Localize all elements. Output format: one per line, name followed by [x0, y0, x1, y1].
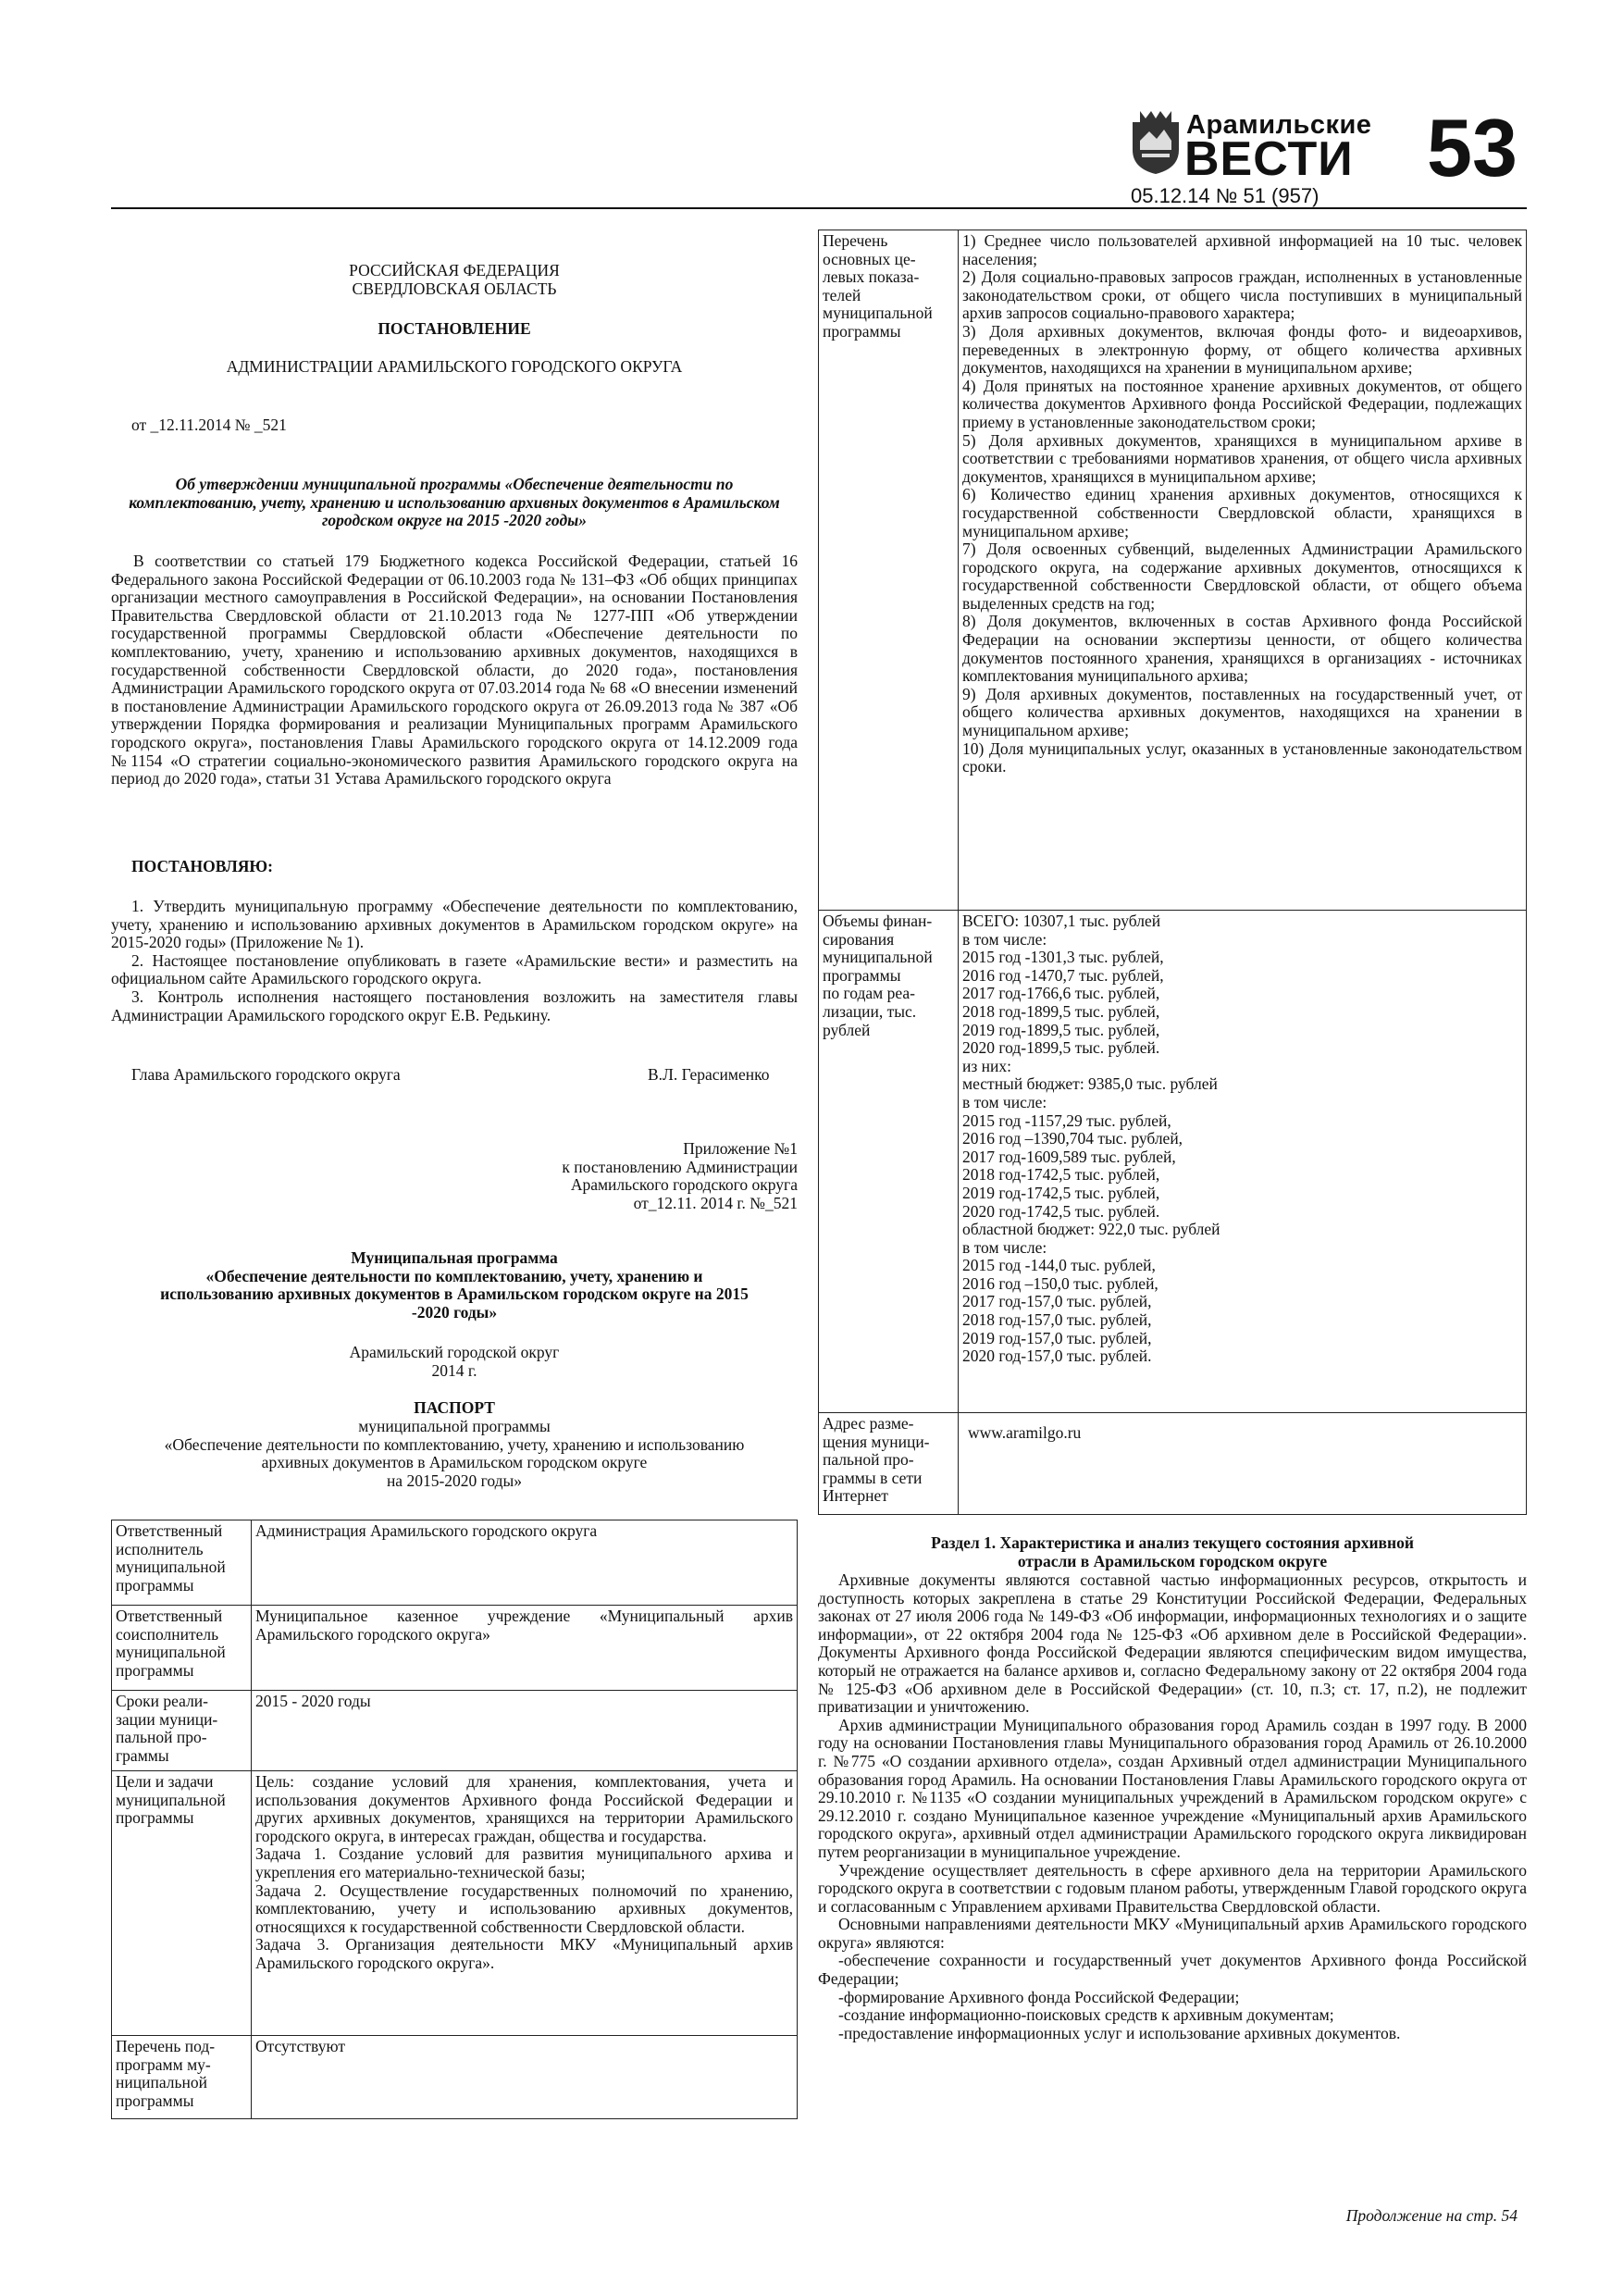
doc-item: 1. Утвердить муниципальную программу «Обеспечение деятельности по комплектованию, учету, хранению и использованию архивных документов в Арамильском городском округе» на 2015-2020 годы» (Приложение № 1). — [111, 897, 798, 952]
program-title: Муниципальная программа «Обеспечение деятельности по комплектованию, учету, хранению и использованию архивных документов в Арамильском городском округе на 2015 -2020 годы» — [160, 1248, 749, 1322]
masthead — [1129, 102, 1527, 213]
table-row — [819, 911, 1527, 1413]
passport-subtitle: муниципальной программы «Обеспечение деятельности по комплектованию, учету, хранению и использованию архивных документов в Арамильском городском округе на 2015-2020 годы» — [164, 1417, 745, 1490]
doc-type: ПОСТАНОВЛЕНИЕ — [378, 319, 531, 338]
doc-country: РОССИЙСКАЯ ФЕДЕРАЦИЯ — [349, 261, 560, 279]
page-number: 53 — [1427, 102, 1518, 193]
section1-paragraph: Архивные документы являются составной частью информационных ресурсов, открытость и доступность которых закреплена в статье 29 Конституции Российской Федерации, Федеральных законах от 27 июля 2006 года № 149-ФЗ «Об информации, информационных технологиях и о защите информации», от 22 октября 2004 года № 125-ФЗ «Об архивном деле в Российской Федерации». Документы Архивного фонда Российской Федерации являются специфическим видом имущества, который не отражается на балансе архивов и, согласно Федеральному закону от 22 октября 2004 года № 125-ФЗ «Об архивном деле в Российской Федерации» (ст. 10, п.3; ст. 17, п.2), не подлежит приватизации и уничтожению. — [818, 1570, 1527, 1717]
row-value: Муниципальное казенное учреждение «Муниципальный архив Арамильского городского округа» — [252, 1606, 798, 1691]
doc-items — [111, 898, 798, 1024]
table-row — [112, 1520, 798, 1606]
row-value: Администрация Арамильского городского округа — [252, 1520, 798, 1606]
header-rule — [111, 207, 1527, 209]
doc-authority: АДМИНИСТРАЦИИ АРАМИЛЬСКОГО ГОРОДСКОГО ОКРУГА — [226, 357, 683, 376]
row-value: Отсутствуют — [252, 2036, 798, 2119]
section1-paragraph: Архив администрации Муниципального образования город Арамиль создан в 1997 году. В 2000 году на основании Постановления главы Муниципального образования город Арамиль от 26.10.2000 г. №775 «О создании архивного отдела», создан Архивный отдел администрации Муниципального образования город Арамиль. На основании Постановления Главы Арамильского городского округа от 29.10.2010 г. №1135 «О создании муниципальных учреждений в Арамильском городском округе» с 29.12.2010 г. создано Муниципальное казенное учреждение «Муниципальный архив Арамильского городского округа», архивный отдел администрации Арамильского городского округа ликвидирован путем реорганизации в муниципальное учреждение. — [818, 1715, 1527, 1861]
coat-of-arms-icon — [1129, 109, 1183, 176]
table-row — [819, 230, 1527, 911]
appendix-reference: Приложение №1 к постановлению Администрации Арамильского городского округа от_12.11. 2014 г. №_521 — [562, 1139, 798, 1212]
row-value: 1) Среднее число пользователей архивной информацией на 10 тыс. человек населения; 2) Доля социально-правовых запросов граждан, исполненных в установленные законодательством сроки, от общего числа поступивших в муниципальный архив запросов социально-правового характера; 3) Доля архивных документов, включая фонды фото- и видеоархивов, переведенных в электронную форму, от общего количества архивных документов, находящихся на хранении в муниципальном архиве; 4) Доля принятых на постоянное хранение архивных документов, от общего количества документов Архивного фонда Российской Федерации, подлежащих приему в установленные законодательством сроки; 5) Доля архивных документов, хранящихся в муниципальном архиве в соответствии с требованиями нормативов хранения, от общего числа архивных документов, хранящихся в муниципальном архиве; 6) Количество единиц хранения архивных документов, относящихся к государственной собственности Свердловской области, хранящихся в муниципальном архиве; 7) Доля освоенных субвенций, выделенных Администрации Арамильского городского округа, на содержание архивных документов, относящихся к государственной собственности Свердловской области, от общего объема выделенных средств на год; 8) Доля документов, включенных в состав Архивного фонда Российской Федерации на основании экспертизы ценности, от общего количества документов постоянного хранения, хранящихся в организациях - источниках комплектования муниципального архива; 9) Доля архивных документов, поставленных на государственный учет, от общего количества архивных документов, находящихся на хранении в муниципальном архиве; 10) Доля муниципальных услуг, оказанных в установленные законодательством сроки. — [959, 230, 1527, 911]
doc-title: Об утверждении муниципальной программы «Обеспечение деятельности по комплектованию, учету, хранению и использованию архивных документов в Арамильском городском округе на 2015 -2020 годы» — [129, 475, 780, 530]
doc-date-number: от _12.11.2014 № _521 — [131, 416, 287, 434]
table-row — [112, 1691, 798, 1771]
row-value: ВСЕГО: 10307,1 тыс. рублей в том числе: 2015 год -1301,3 тыс. рублей, 2016 год -1470,7 тыс. рублей, 2017 год-1766,6 тыс. рублей, 2018 год-1899,5 тыс. рублей, 2019 год-1899,5 тыс. рублей, 2020 год-1899,5 тыс. рублей. из них: местный бюджет: 9385,0 тыс. рублей в том числе: 2015 год -1157,29 тыс. рублей, 2016 год –1390,704 тыс. рублей, 2017 год-1609,589 тыс. рублей, 2018 год-1742,5 тыс. рублей, 2019 год-1742,5 тыс. рублей, 2020 год-1742,5 тыс. рублей. областной бюджет: 922,0 тыс. рублей в том числе: 2015 год -144,0 тыс. рублей, 2016 год –150,0 тыс. рублей, 2017 год-157,0 тыс. рублей, 2018 год-157,0 тыс. рублей, 2019 год-157,0 тыс. рублей, 2020 год-157,0 тыс. рублей. — [959, 911, 1527, 1413]
row-label: Перечень основных це- левых показа- телей муниципальной программы — [819, 230, 959, 911]
row-value: 2015 - 2020 годы — [252, 1691, 798, 1771]
continued-note[interactable]: Продолжение на стр. 54 — [1345, 2206, 1518, 2225]
signature-name: В.Л. Герасименко — [648, 1065, 770, 1084]
doc-resolve: ПОСТАНОВЛЯЮ: — [131, 857, 273, 875]
table-row — [819, 1413, 1527, 1515]
doc-region: СВЕРДЛОВСКАЯ ОБЛАСТЬ — [352, 279, 557, 298]
row-label: Сроки реали- зации муници- пальной про- граммы — [112, 1691, 252, 1771]
section1-list-item: -формирование Архивного фонда Российской Федерации; — [838, 1987, 1240, 2006]
row-label: Цели и задачи муниципальной программы — [112, 1771, 252, 2036]
masthead-name-top: Арамильские — [1186, 110, 1372, 140]
doc-preamble: В соответствии со статьей 179 Бюджетного кодекса Российской Федерации, статьей 16 Федерального закона Российской Федерации от 06.10.2003 года № 131–ФЗ «Об общих принципах организации местного самоуправления в Российской Федерации», на основании Постановления Правительства Свердловской области от 21.10.2013 года № 1277-ПП «Об утверждении государственной программы Свердловской области «Обеспечение деятельности по комплектованию, учету, хранению и использованию архивных документов, находящихся в государственной собственности Свердловской области, до 2020 года», постановления Администрации Арамильского городского округа от 07.03.2014 года № 68 «О внесении изменений в постановление Администрации Арамильского городского округа от 26.09.2013 года № 387 «Об утверждении Порядка формирования и реализации Муниципальных программ Арамильского городского округа», постановления Главы Арамильского городского округа от 14.12.2009 года №1154 «О стратегии социально-экономического развития Арамильского городского округа на период до 2020 года», статьи 31 Устава Арамильского городского округа — [111, 552, 798, 788]
section1-body — [818, 1571, 1527, 2042]
issue-date: 05.12.14 № 51 (957) — [1131, 184, 1319, 207]
masthead-name-bottom: ВЕСТИ — [1184, 132, 1354, 186]
passport-table-right — [818, 230, 1527, 1515]
passport-table-left — [111, 1520, 798, 2119]
signature-role: Глава Арамильского городского округа — [131, 1065, 401, 1084]
row-label: Адрес разме- щения муници- пальной про- граммы в сети Интернет — [819, 1413, 959, 1515]
row-label: Ответственный исполнитель муниципальной программы — [112, 1520, 252, 1606]
passport-heading: ПАСПОРТ — [414, 1398, 495, 1417]
program-place-year: Арамильский городской округ 2014 г. — [349, 1343, 560, 1380]
row-label: Перечень под- программ му- ниципальной программы — [112, 2036, 252, 2119]
table-row — [112, 2036, 798, 2119]
doc-item: 3. Контроль исполнения настоящего постановления возложить на заместителя главы Администрации Арамильского городского округ Е.В. Редькину. — [111, 987, 798, 1024]
row-label: Объемы финан- сирования муниципальной программы по годам реа- лизации, тыс. рублей — [819, 911, 959, 1413]
section1-list-item: -обеспечение сохранности и государственный учет документов Архивного фонда Российской Федерации; — [818, 1951, 1527, 1989]
table-row — [112, 1606, 798, 1691]
section1-list-item: -предоставление информационных услуг и использование архивных документов. — [838, 2023, 1401, 2042]
doc-item: 2. Настоящее постановление опубликовать в газете «Арамильские вести» и разместить на официальном сайте Арамильского городского округа. — [111, 950, 798, 988]
section1-list-item: -создание информационно-поисковых средств к архивным документам; — [838, 2005, 1334, 2025]
table-row — [112, 1771, 798, 2036]
website-link[interactable]: www.aramilgo.ru — [959, 1413, 1527, 1515]
row-label: Ответственный соисполнитель муниципальной программы — [112, 1606, 252, 1691]
row-value: Цель: создание условий для хранения, комплектования, учета и использования документов Архивного фонда Российской Федерации и других архивных документов, хранящихся на территории Арамильского городского округа, в интересах граждан, общества и государства. Задача 1. Создание условий для развития муниципального архива и укрепления его материально-технической базы; Задача 2. Осуществление государственных полномочий по хранению, комплектованию, учету и использованию архивных документов, относящихся к государственной собственности Свердловской области. Задача 3. Организация деятельности МКУ «Муниципальный архив Арамильского городского округа». — [252, 1771, 798, 2036]
section1-heading: Раздел 1. Характеристика и анализ текущего состояния архивной отрасли в Арамильском городском округе — [931, 1533, 1414, 1570]
section1-paragraph: Учреждение осуществляет деятельность в сфере архивного дела на территории Арамильского городского округа в соответствии с годовым планом работы, утвержденным Главой городского округа и согласованным с Управлением архивами Правительства Свердловской области. — [818, 1860, 1527, 1916]
section1-paragraph: Основными направлениями деятельности МКУ «Муниципальный архив Арамильского городского округа» являются: — [818, 1915, 1527, 1952]
